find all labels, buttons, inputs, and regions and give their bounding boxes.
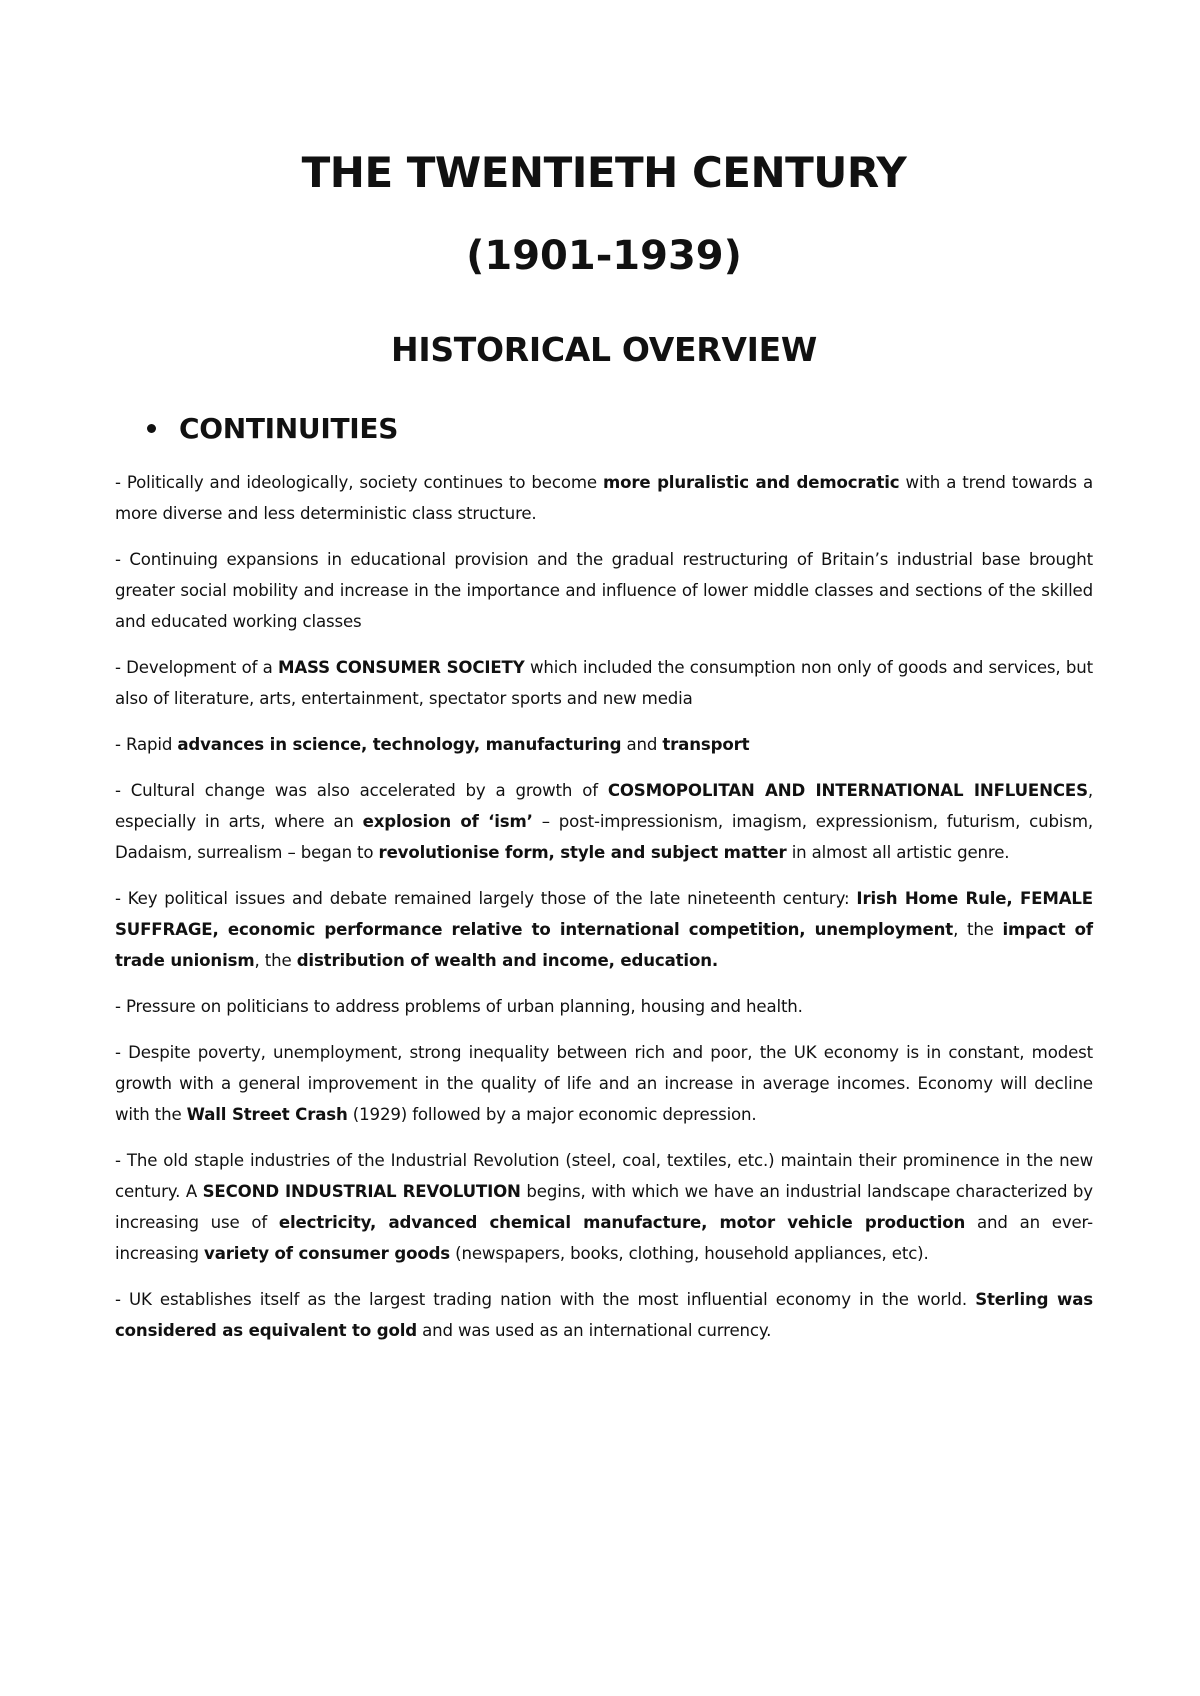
text-run: (1929) followed by a major economic depression. <box>347 1105 757 1125</box>
page-title: THE TWENTIETH CENTURY <box>301 148 907 197</box>
text-run: with a trend towards a more diverse and less deterministic class structure. <box>115 473 1093 524</box>
bold-text-run: SECOND INDUSTRIAL REVOLUTION <box>202 1182 521 1202</box>
paragraph-list <box>115 467 1093 1346</box>
text-run: - Despite poverty, unemployment, strong inequality between rich and poor, the UK economy is in constant, modest growth with a general improvement in the quality of life and an increase in average incomes. Economy will decline with the <box>115 1043 1093 1125</box>
bold-text-run: revolutionise form, style and subject matter <box>378 843 787 863</box>
text-run: - Cultural change was also accelerated by a growth of <box>115 781 608 801</box>
text-run: - Development of a <box>115 658 278 678</box>
section-title-overview: HISTORICAL OVERVIEW <box>391 330 817 370</box>
bold-text-run: distribution of wealth and income, education. <box>296 951 719 971</box>
bold-text-run: advances in science, technology, manufacturing <box>177 735 622 755</box>
bold-text-run: impact of trade unionism <box>115 920 1093 971</box>
bold-text-run: transport <box>662 735 750 755</box>
continuities-heading <box>147 412 1093 445</box>
body-paragraph <box>115 729 1093 760</box>
body-paragraph <box>115 991 1093 1022</box>
body-paragraph <box>115 467 1093 529</box>
text-run: - Continuing expansions in educational provision and the gradual restructuring of Britain’s industrial base brought greater social mobility and increase in the importance and influence of lower middle classes and sections of the skilled and educated working classes <box>115 550 1093 632</box>
body-paragraph <box>115 1145 1093 1269</box>
bold-text-run: variety of consumer goods <box>204 1244 451 1264</box>
text-run: , the <box>953 920 1003 940</box>
body-paragraph <box>115 1284 1093 1346</box>
text-run: which included the consumption non only of goods and services, but also of literature, arts, entertainment, spectator sports and new media <box>115 658 1093 709</box>
body-paragraph <box>115 544 1093 637</box>
text-run: and <box>621 735 663 755</box>
bold-text-run: more pluralistic and democratic <box>602 473 900 493</box>
text-run: , especially in arts, where an <box>115 781 1093 832</box>
bold-text-run: COSMOPOLITAN AND INTERNATIONAL INFLUENCES <box>607 781 1088 801</box>
text-run: - Key political issues and debate remained largely those of the late nineteenth century: <box>115 889 857 909</box>
text-run: - Politically and ideologically, society continues to become <box>115 473 603 493</box>
bold-text-run: Sterling was considered as equivalent to gold <box>115 1290 1093 1341</box>
bullet-icon <box>147 424 156 433</box>
title-block <box>115 150 1093 368</box>
text-run: - The old staple industries of the Industrial Revolution (steel, coal, textiles, etc.) maintain their prominence in the new century. A <box>115 1151 1093 1202</box>
text-run: – post-impressionism, imagism, expressionism, futurism, cubism, Dadaism, surrealism – began to <box>115 812 1093 863</box>
bold-text-run: electricity, advanced chemical manufacture, motor vehicle production <box>278 1213 966 1233</box>
bold-text-run: MASS CONSUMER SOCIETY <box>277 658 525 678</box>
body-paragraph <box>115 883 1093 976</box>
text-run: , the <box>254 951 297 971</box>
text-run: - Rapid <box>115 735 178 755</box>
date-range-subtitle: (1901-1939) <box>466 233 742 280</box>
text-run: in almost all artistic genre. <box>786 843 1010 863</box>
continuities-heading-label: CONTINUITIES <box>179 412 399 446</box>
bold-text-run: Irish Home Rule, FEMALE SUFFRAGE, economic performance relative to international competition, unemployment <box>115 889 1093 940</box>
text-run: (newspapers, books, clothing, household appliances, etc). <box>450 1244 929 1264</box>
text-run: - UK establishes itself as the largest trading nation with the most influential economy in the world. <box>115 1290 976 1310</box>
text-run: and an ever-increasing <box>115 1213 1093 1264</box>
bold-text-run: explosion of ‘ism’ <box>362 812 533 832</box>
bold-text-run: Wall Street Crash <box>186 1105 348 1125</box>
text-run: - Pressure on politicians to address problems of urban planning, housing and health. <box>115 997 803 1017</box>
body-paragraph <box>115 775 1093 868</box>
text-run: begins, with which we have an industrial landscape characterized by increasing use of <box>115 1182 1093 1233</box>
body-paragraph <box>115 652 1093 714</box>
text-run: and was used as an international currency. <box>416 1321 772 1341</box>
body-paragraph <box>115 1037 1093 1130</box>
